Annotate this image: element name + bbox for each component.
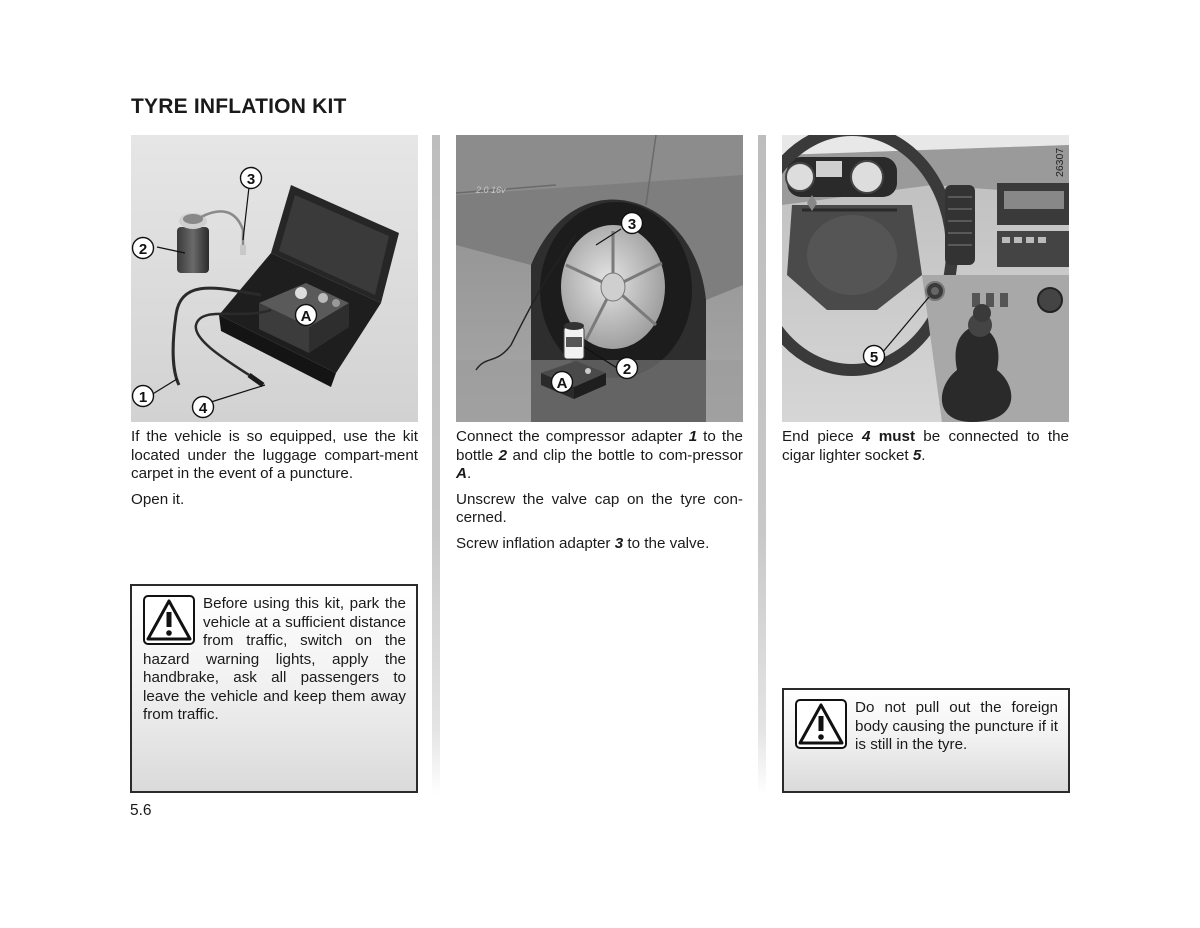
callout-2: 2 [622, 361, 632, 378]
warning-text-left: Before using this kit, park the vehicle at a sufficient distance from traffic, switch on the hazard warning lights, apply the handbrake, ask all passengers to leave the vehicle and keep them away from traffic. [143, 595, 406, 723]
callout-a: A [300, 308, 312, 325]
kit-photo [131, 135, 418, 422]
wheel-photo [456, 135, 743, 422]
column2-paragraph-1: Connect the compressor adapter 1 to the bottle 2 and clip the bottle to com-pressor A. [456, 428, 743, 482]
column-divider-left [432, 135, 440, 795]
warning-text-right: Do not pull out the foreign body causing the puncture if it is still in the tyre. [855, 699, 1058, 753]
warning-box-left [130, 584, 418, 793]
callout-4: 4 [198, 400, 208, 417]
callout-3: 3 [246, 171, 256, 188]
warning-triangle-icon [143, 595, 195, 645]
column1-paragraph-1: If the vehicle is so equipped, use the kit located under the luggage compart-ment carpet in the event of a puncture. [131, 428, 418, 482]
callout-2: 2 [138, 241, 148, 258]
column3-paragraph-1: End piece 4 must be connected to the cigar lighter socket 5. [782, 428, 1069, 464]
callout-5: 5 [869, 349, 879, 366]
page-number: 5.6 [130, 802, 152, 819]
warning-box-right [782, 688, 1070, 793]
callout-3: 3 [627, 216, 637, 233]
page-title: TYRE INFLATION KIT [131, 95, 347, 118]
column2-text [456, 428, 743, 560]
column-divider-right [758, 135, 766, 795]
svg-text:2.0 16v: 2.0 16v [476, 185, 506, 195]
warning-triangle-icon [795, 699, 847, 749]
callout-a: A [556, 375, 568, 392]
column1-paragraph-2: Open it. [131, 490, 185, 508]
callout-1: 1 [138, 389, 148, 406]
figure-reference-number: 26307 [1054, 147, 1066, 177]
column2-paragraph-2: Unscrew the valve cap on the tyre con-cerned. [456, 490, 743, 526]
column2-paragraph-3: Screw inflation adapter 3 to the valve. [456, 534, 710, 552]
column1-text [131, 428, 418, 516]
dashboard-photo [782, 135, 1069, 422]
column3-text [782, 428, 1069, 472]
